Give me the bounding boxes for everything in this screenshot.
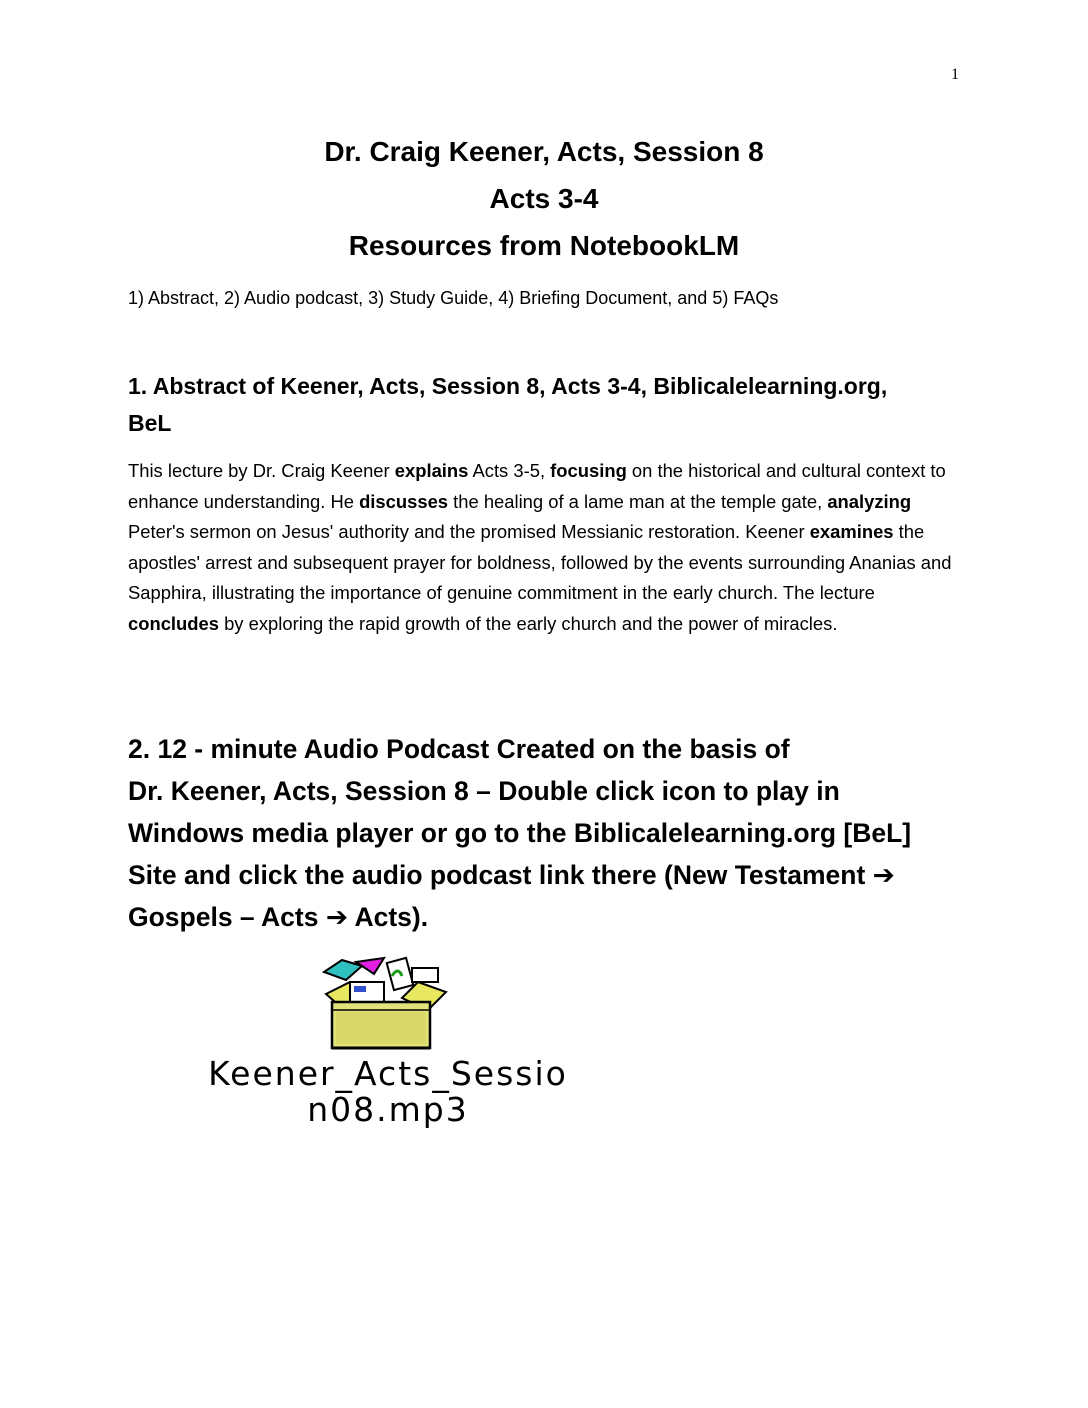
abstract-text: the apostles' arrest and subsequent prayer for boldness, followed by the events surrounding Ananias and Sapphira, illustrating the importance of genuine commitment in the early church. The lecture [128, 521, 952, 603]
section-1-heading [128, 368, 958, 442]
section-1-heading-line-2: BeL [128, 410, 172, 436]
section-2-line-1: 2. 12 - minute Audio Podcast Created on the basis of [128, 734, 790, 764]
abstract-text: Peter's sermon on Jesus' authority and the promised Messianic restoration. Keener [128, 521, 810, 542]
section-2-line-3: Windows media player or go to the Biblicalelearning.org [BeL] [128, 818, 912, 848]
section-1-heading-line-1: 1. Abstract of Keener, Acts, Session 8, Acts 3-4, Biblicalelearning.org, [128, 373, 888, 399]
title-line-3: Resources from NotebookLM [348, 230, 740, 261]
abstract-text: Acts 3-5, [468, 460, 551, 481]
abstract-text: by exploring the rapid growth of the early church and the power of miracles. [218, 612, 838, 634]
abstract-text: the healing of a lame man at the temple gate, [448, 490, 828, 512]
title-line-1: Dr. Craig Keener, Acts, Session 8 [324, 136, 764, 167]
section-2-line-4 [128, 854, 968, 896]
abstract-text: on the historical and cultural context to enhance understanding. He [128, 460, 946, 512]
filename-line-1: Keener_Acts_Sessio [208, 1054, 568, 1093]
abstract-bold: discusses [359, 490, 449, 512]
audio-attachment[interactable] [128, 952, 648, 1142]
abstract-text: This lecture by Dr. Craig Keener [128, 460, 395, 481]
section-2-line-2: Dr. Keener, Acts, Session 8 – Double click icon to play in [128, 776, 840, 806]
page-number: 1 [951, 66, 959, 83]
abstract-bold: explains [394, 460, 469, 481]
abstract-paragraph [128, 456, 968, 639]
document-title [0, 128, 1088, 269]
filename-line-2: n08.mp3 [307, 1090, 469, 1129]
right-arrow-icon: ➔ [872, 860, 895, 890]
abstract-bold: examines [809, 521, 894, 542]
package-icon[interactable] [306, 952, 456, 1052]
resources-list: 1) Abstract, 2) Audio podcast, 3) Study Guide, 4) Briefing Document, and 5) FAQs [128, 288, 779, 308]
right-arrow-icon: ➔ [325, 902, 349, 932]
section-2-heading [128, 728, 968, 938]
abstract-bold: analyzing [827, 490, 912, 512]
section-2-line-4-text: Site and click the audio podcast link there (New Testament [128, 860, 873, 890]
section-2-line-5 [128, 896, 968, 938]
abstract-bold: concludes [128, 612, 219, 634]
attachment-filename[interactable] [128, 1056, 648, 1128]
abstract-bold: focusing [550, 460, 627, 481]
section-2-line-5-a: Gospels – Acts [128, 902, 326, 932]
section-2-line-5-b: Acts). [348, 902, 429, 932]
title-line-2: Acts 3-4 [489, 183, 599, 214]
